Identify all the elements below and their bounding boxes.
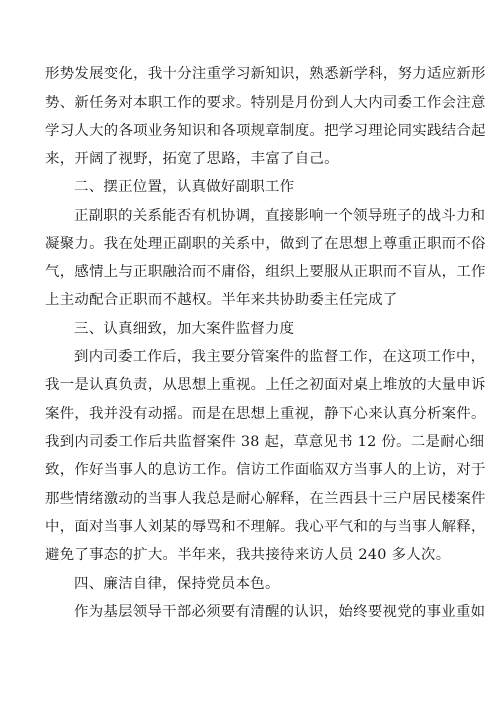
section-heading-2: 二、摆正位置，认真做好副职工作 bbox=[74, 179, 295, 195]
section-heading-4: 四、廉洁自律，保持党员本色。 bbox=[74, 576, 280, 592]
paragraph-line-9: 上主动配合正职而不越权。半年来共协助委主任完成了 bbox=[45, 292, 398, 308]
paragraph-line-3: 学习人大的各项业务知识和各项规章制度。把学习理论同实践结合起 bbox=[45, 123, 486, 139]
paragraph-line-1: 形势发展变化，我十分注重学习新知识，熟悉新学科，努力适应新形 bbox=[45, 66, 486, 82]
paragraph-line-4: 来，开阔了视野，拓宽了思路，丰富了自己。 bbox=[45, 151, 339, 167]
paragraph-line-15: 致，作好当事人的息访工作。信访工作面临双方当事人的上访，对于 bbox=[45, 462, 486, 478]
paragraph-line-12: 我一是认真负责，从思想上重视。上任之初面对桌上堆放的大量申诉 bbox=[45, 377, 486, 393]
paragraph-line-17: 中，面对当事人刘某的辱骂和不理解。我心平气和的与当事人解释， bbox=[45, 519, 486, 535]
paragraph-line-7: 凝聚力。我在处理正副职的关系中，做到了在思想上尊重正职而不俗 bbox=[45, 236, 486, 252]
paragraph-line-14: 我到内司委工作后共监督案件 38 起，草意见书 12 份。二是耐心细 bbox=[45, 434, 485, 450]
section-heading-3: 三、认真细致，加大案件监督力度 bbox=[74, 321, 295, 337]
paragraph-line-18: 避免了事态的扩大。半年来，我共接待来访人员 240 多人次。 bbox=[45, 547, 451, 563]
paragraph-line-8: 气，感情上与正职融洽而不庸俗，组织上要服从正职而不盲从，工作 bbox=[45, 264, 486, 280]
paragraph-line-16: 那些情绪激动的当事人我总是耐心解释，在兰西县十三户居民楼案件 bbox=[45, 491, 486, 507]
paragraph-line-11: 到内司委工作后，我主要分管案件的监督工作，在这项工作中， bbox=[74, 349, 486, 365]
paragraph-line-20: 作为基层领导干部必须要有清醒的认识，始终要视党的事业重如 bbox=[74, 604, 486, 620]
paragraph-line-6: 正副职的关系能否有机协调，直接影响一个领导班子的战斗力和 bbox=[74, 208, 486, 224]
paragraph-line-13: 案件，我并没有动摇。而是在思想上重视，静下心来认真分析案件。 bbox=[45, 406, 486, 422]
paragraph-line-2: 势、新任务对本职工作的要求。特别是月份到人大内司委工作会注意 bbox=[45, 95, 486, 111]
